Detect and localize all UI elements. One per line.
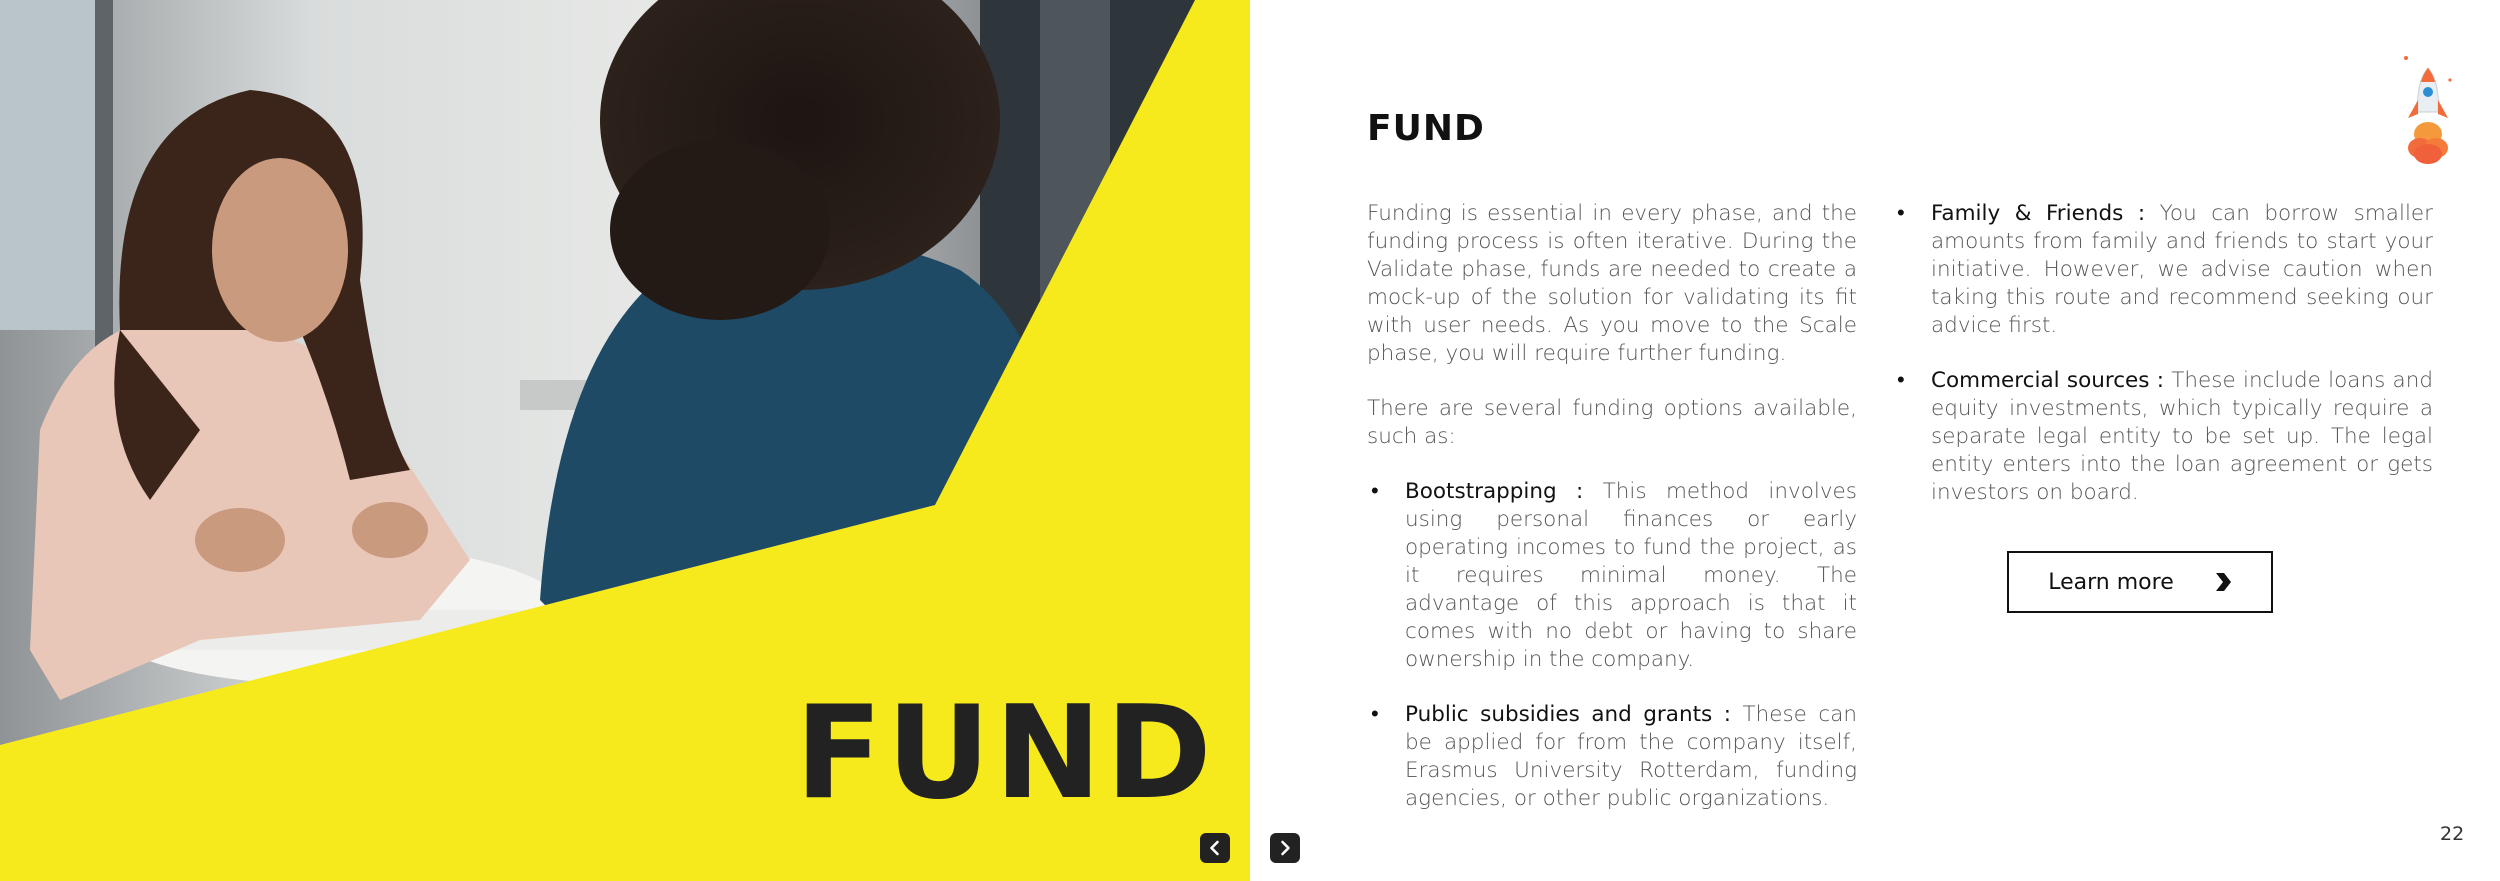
bullet-icon: • — [1897, 368, 1905, 393]
options-intro: There are several funding options available, such as: — [1367, 396, 1857, 449]
chevron-right-icon — [2214, 572, 2232, 592]
bullet-icon: • — [1371, 702, 1379, 727]
chevron-right-icon — [1276, 839, 1294, 857]
previous-page-button[interactable] — [1200, 833, 1230, 863]
intro-paragraph: Funding is essential in every phase, and the funding process is often iterative. During the Validate phase, funds are needed to create a mock-up of the solution for validating its fit with user needs. As you move to the Scale phase, you will require further funding. — [1367, 201, 1857, 366]
big-title: FUND — [795, 679, 1216, 828]
option-text: You can borrow smaller amounts from family and friends to start your initiative. However, we advise caution when taking this route and recommend seeking our advice first. — [1931, 201, 2433, 338]
page-number: 22 — [2440, 823, 2465, 845]
chevron-left-icon — [1206, 839, 1224, 857]
option-text: These can be applied for from the company itself, Erasmus University Rotterdam, funding agencies, or other public organizations. — [1405, 702, 1857, 811]
option-term: Public subsidies and grants : — [1405, 702, 1731, 727]
bullet-icon: • — [1897, 201, 1905, 226]
text-column-left — [1367, 200, 1857, 840]
option-text: These include loans and equity investments, which typically require a separate legal entity to be set up. The legal entity enters into the loan agreement or gets investors on board. — [1931, 368, 2433, 505]
list-item — [1367, 701, 1857, 813]
rocket-icon — [2400, 50, 2456, 170]
list-item — [1893, 367, 2433, 507]
next-page-button[interactable] — [1270, 833, 1300, 863]
list-item — [1367, 478, 1857, 674]
option-term: Commercial sources : — [1931, 368, 2164, 393]
funding-options-list-2 — [1893, 200, 2433, 507]
text-column-right — [1893, 200, 2433, 534]
option-text: This method involves using personal finances or early operating incomes to fund the project, as it requires minimal money. The advantage of this approach is that it comes with no debt or having to share ownership in the company. — [1405, 479, 1857, 672]
bullet-icon: • — [1371, 479, 1379, 504]
list-item — [1893, 200, 2433, 340]
right-page — [1250, 0, 2500, 881]
option-term: Bootstrapping : — [1405, 479, 1584, 504]
section-title: FUND — [1367, 108, 1485, 149]
learn-more-label: Learn more — [2048, 569, 2174, 595]
learn-more-button[interactable] — [2007, 551, 2273, 613]
option-term: Family & Friends : — [1931, 201, 2146, 226]
funding-options-list-1 — [1367, 478, 1857, 813]
